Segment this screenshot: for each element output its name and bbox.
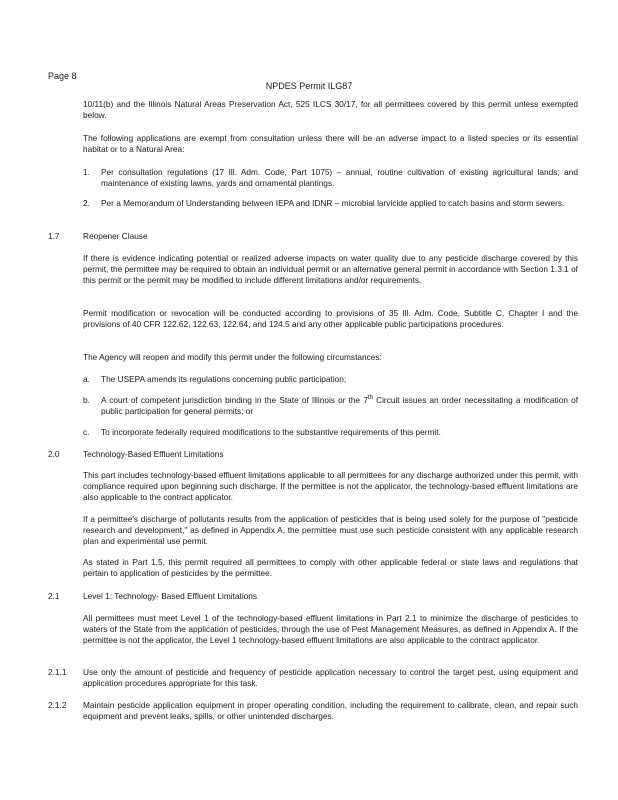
requirement-paragraph: Maintain pesticide application equipment in proper operating condition, including the requirement to calibrate, clean, and repair such equipment and prevent leaks, spills, or other unintended discharges. — [83, 700, 578, 721]
compliance-paragraph: As stated in Part 1.5, this permit required all permittees to comply with other applicable federal or state laws and regulations that pertain to application of pesticides by the permittee. — [83, 557, 578, 578]
technology-paragraph: This part includes technology-based effluent limitations applicable to all permittees for any discharge authorized under this permit, with compliance required upon beginning such discharge. If the permittee is not the applicator, the technology-based effluent limitations are also applicable to the contract applicator. — [83, 470, 578, 502]
section-number: 1.7 — [48, 231, 60, 241]
intro-paragraph: 10/11(b) and the Illinois Natural Areas Preservation Act, 525 ILCS 30/17, for all permittees covered by this permit unless exempted below. — [83, 99, 578, 120]
level-one-paragraph: All permittees must meet Level 1 of the technology-based effluent limitations in Part 2.1 to minimize the discharge of pesticides to waters of the State from the application of pesticides, through the use of Pest Management Measures, as defined in Appendix A. If the permittee is not the applicator, the Level 1 technology-based effluent limitations are also applicable to the contract applicator. — [83, 613, 578, 645]
research-paragraph: If a permittee's discharge of pollutants results from the application of pesticides that is being used solely for the purpose of "pesticide research and development," as defined in Appendix A, the permittee must use such pesticide consistent with any applicable research plan and experimental use permit. — [83, 514, 578, 546]
list-item: The USEPA amends its regulations concerning public participation; — [101, 374, 347, 384]
section-heading: Reopener Clause — [83, 231, 148, 241]
list-item-label: a. — [83, 374, 90, 384]
section-number: 2.1 — [48, 591, 60, 601]
permit-title: NPDES Permit ILG87 — [265, 81, 353, 91]
list-item: Per a Memorandum of Understanding between IEPA and IDNR – microbial larvicide applied to catch basins and storm sewers. — [101, 198, 565, 208]
section-heading: Level 1: Technology- Based Effluent Limitations — [83, 591, 258, 601]
list-item-label: c. — [83, 427, 90, 437]
reopener-paragraph: If there is evidence indicating potential or realized adverse impacts on water quality due to any pesticide discharge covered by this permit, the permittee may be required to obtain an individual permit or an alternative general permit in accordance with Section 1.3.1 of this permit or the permit may be modified to include different limitations and/or requirements. — [83, 253, 578, 285]
section-number: 2.1.2 — [48, 700, 67, 710]
circumstances-paragraph: The Agency will reopen and modify this permit under the following circumstances: — [83, 352, 382, 362]
list-item-label: 1. — [83, 167, 90, 177]
list-item-label: b. — [83, 395, 90, 405]
list-item: A court of competent jurisdiction binding in the State of Illinois or the 7th Circuit issues an order necessitating a modification of public participation for general permits; or — [101, 395, 578, 416]
modification-paragraph: Permit modification or revocation will be conducted according to provisions of 35 Ill. Adm. Code, Subtitle C, Chapter I and the provisions of 40 CFR 122.62, 122.63, 122.64, and 124.5 and any other applicable public participations procedures. — [83, 308, 578, 329]
section-heading: Technology-Based Effluent Limitations — [83, 449, 224, 459]
list-item: To incorporate federally required modifications to the substantive requirements of this permit. — [101, 427, 441, 437]
requirement-paragraph: Use only the amount of pesticide and frequency of pesticide application necessary to control the target pest, using equipment and application procedures appropriate for this task. — [83, 667, 578, 688]
section-number: 2.1.1 — [48, 667, 67, 677]
exemption-paragraph: The following applications are exempt from consultation unless there will be an adverse impact to a listed species or its essential habitat or to a Natural Area: — [83, 133, 578, 154]
list-item: Per consultation regulations (17 Ill. Adm. Code, Part 1075) – annual, routine cultivation of existing agricultural lands; and maintenance of existing lawns, yards and ornamental plantings. — [101, 167, 578, 188]
section-number: 2.0 — [48, 449, 60, 459]
list-item-label: 2. — [83, 198, 90, 208]
page-number: Page 8 — [48, 71, 77, 81]
